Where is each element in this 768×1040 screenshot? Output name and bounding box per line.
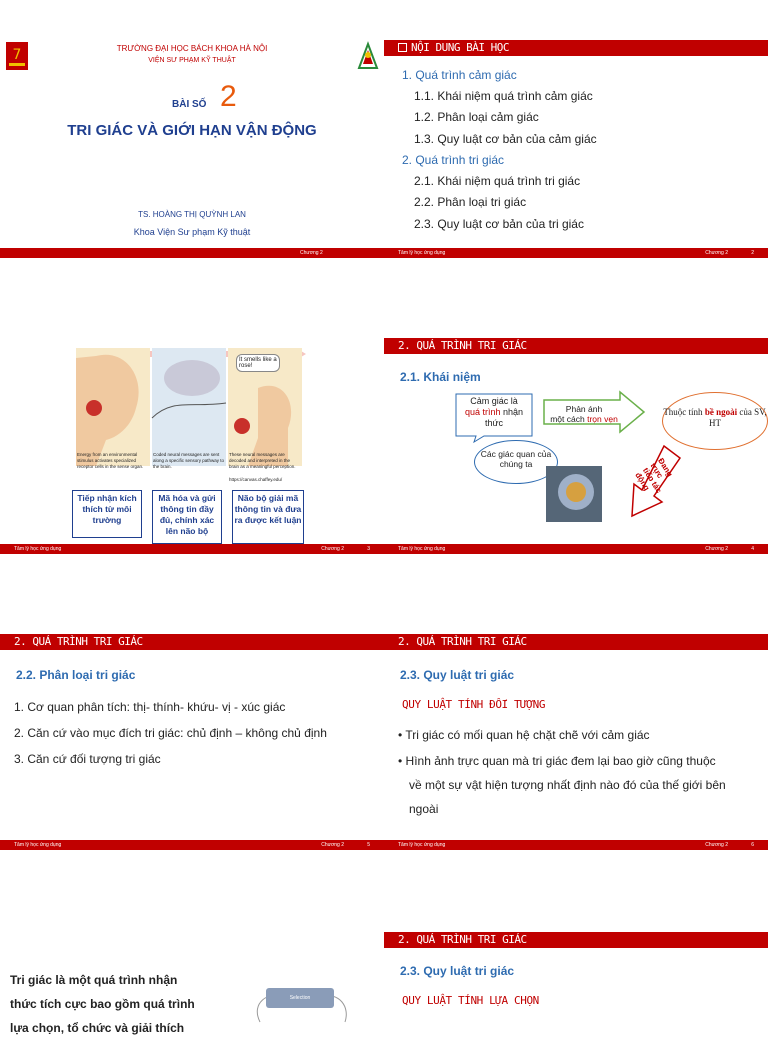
slide-object-law bbox=[384, 576, 768, 864]
illustration-perception bbox=[228, 348, 302, 466]
slide-footer: Tâm lý học ứng dụng Chương 2 6 bbox=[384, 840, 768, 850]
slide-footer: Tâm lý học ứng dụng Chương 2 5 bbox=[0, 840, 384, 850]
slide-header: 2. QUÁ TRÌNH TRI GIÁC bbox=[384, 634, 768, 650]
caption: Energy from an environmental stimulus activates specialized receptor cells in the sense organ. bbox=[77, 452, 144, 469]
checkbox-icon bbox=[398, 43, 407, 52]
illustration-brain bbox=[152, 348, 226, 466]
slide-header: 2. QUÁ TRÌNH TRI GIÁC bbox=[384, 338, 768, 354]
slide-subtitle: 2.3. Quy luật tri giác bbox=[400, 668, 515, 682]
slide-footer: Tâm lý học ứng dụng Chương 2 2 bbox=[384, 248, 768, 258]
bullet-continuation: về một sự vật hiện tượng nhất định nào đó của thế giới bên bbox=[409, 778, 726, 792]
law-title: QUY LUẬT TÍNH ĐỐI TƯỢNG bbox=[402, 698, 546, 711]
step-box: Mã hóa và gửi thông tin đầy đủ, chính xác lên não bộ bbox=[152, 490, 222, 544]
list-item: 2. Căn cứ vào mục đích tri giác: chủ định – không chủ định bbox=[14, 726, 327, 740]
department: Khoa Viện Sư phạm Kỹ thuật bbox=[133, 227, 251, 237]
slide-subtitle: 2.3. Quy luật tri giác bbox=[400, 964, 515, 978]
slide-sensation-perception bbox=[0, 288, 384, 576]
slide-subtitle: 2.2. Phân loại tri giác bbox=[16, 668, 136, 682]
toc-item: 1.1. Khái niệm quá trình cảm giác bbox=[414, 89, 593, 103]
institute-logo bbox=[356, 42, 378, 70]
lesson-label: BÀI SỐ bbox=[172, 99, 207, 110]
bullet-continuation: ngoài bbox=[409, 802, 439, 816]
slide-header: 2. QUÁ TRÌNH TRI GIÁC bbox=[384, 932, 768, 948]
university-name: TRƯỜNG ĐẠI HỌC BÁCH KHOA HÀ NỘI bbox=[116, 44, 268, 53]
direct-effect-text: Đang trực tiếp tác động bbox=[633, 456, 675, 495]
institute-name: VIỆN SƯ PHẠM KỸ THUẬT bbox=[148, 57, 236, 64]
step-box: Não bộ giải mã thông tin và đưa ra được kết luận bbox=[232, 490, 304, 544]
slide-definition bbox=[0, 864, 384, 1035]
svg-text:7: 7 bbox=[12, 47, 22, 63]
lesson-number: 2 bbox=[220, 80, 237, 113]
bullet-item: • Hình ảnh trực quan mà tri giác đem lại bao giờ cũng thuộc bbox=[398, 754, 716, 768]
caption: Coded neural messages are sent along a specific sensory pathway to the brain. bbox=[153, 452, 225, 469]
toc-item: 1. Quá trình cảm giác bbox=[402, 68, 517, 82]
list-item: 1. Cơ quan phân tích: thị- thính- khứu- vị - xúc giác bbox=[14, 700, 286, 714]
slide-footer: Chương 2 bbox=[0, 248, 384, 258]
toc-item: 2.3. Quy luật cơ bản của tri giác bbox=[414, 217, 584, 231]
illustration-face bbox=[76, 348, 150, 466]
brain-image bbox=[546, 466, 602, 522]
slide-header: NỘI DUNG BÀI HỌC bbox=[384, 40, 768, 56]
speech-bubble: It smells like a rose! bbox=[236, 354, 280, 372]
definition-text: Tri giác là một quá trình nhận thức tích cực bao gồm quá trình lựa chọn, tổ chức và giải thích bbox=[10, 973, 195, 1035]
step-box: Tiếp nhận kích thích từ môi trường bbox=[72, 490, 142, 538]
toc-item: 1.3. Quy luật cơ bản của cảm giác bbox=[414, 132, 597, 146]
slide-title bbox=[0, 0, 384, 288]
law-title: QUY LUẬT TÍNH LỰA CHỌN bbox=[402, 994, 539, 1007]
toc-item: 2.1. Khái niệm quá trình tri giác bbox=[414, 174, 581, 188]
list-item: 3. Căn cứ đối tượng tri giác bbox=[14, 752, 161, 766]
attribute-ellipse: Thuộc tính bề ngoài của SV, HT bbox=[662, 392, 768, 450]
author: TS. HOÀNG THỊ QUỲNH LAN bbox=[138, 210, 246, 219]
source-url: https://canvas.chaffey.edu/ bbox=[229, 477, 283, 482]
toc-item: 2.2. Phân loại tri giác bbox=[414, 195, 527, 209]
slide-contents bbox=[384, 0, 768, 288]
slide-title-text: TRI GIÁC VÀ GIỚI HẠN VẬN ĐỘNG bbox=[67, 122, 317, 139]
toc-item: 2. Quá trình tri giác bbox=[402, 153, 505, 167]
slide-footer: Tâm lý học ứng dụng Chương 2 4 bbox=[384, 544, 768, 554]
slide-selection-law bbox=[384, 864, 768, 1024]
slide-header: 2. QUÁ TRÌNH TRI GIÁC bbox=[0, 634, 384, 650]
selection-box: Selection bbox=[266, 988, 334, 1008]
caption: These neural messages are decoded and interpreted in the brain as a meaningful perception. bbox=[229, 452, 296, 469]
reflect-text: Phản ánh một cách trọn vẹn bbox=[550, 404, 618, 424]
slide-footer: Tâm lý học ứng dụng Chương 2 3 bbox=[0, 544, 384, 554]
definition-bubble: Cảm giác là quá trình nhận thức bbox=[464, 396, 524, 428]
bullet-item: • Tri giác có mối quan hệ chặt chẽ với cảm giác bbox=[398, 728, 650, 742]
slide-subtitle: 2.1. Khái niệm bbox=[400, 370, 481, 384]
senses-cloud: Các giác quan của chúng ta bbox=[474, 440, 558, 484]
slide-classification bbox=[0, 576, 384, 864]
slide-concept bbox=[384, 288, 768, 576]
toc-item: 1.2. Phân loại cảm giác bbox=[414, 110, 539, 124]
